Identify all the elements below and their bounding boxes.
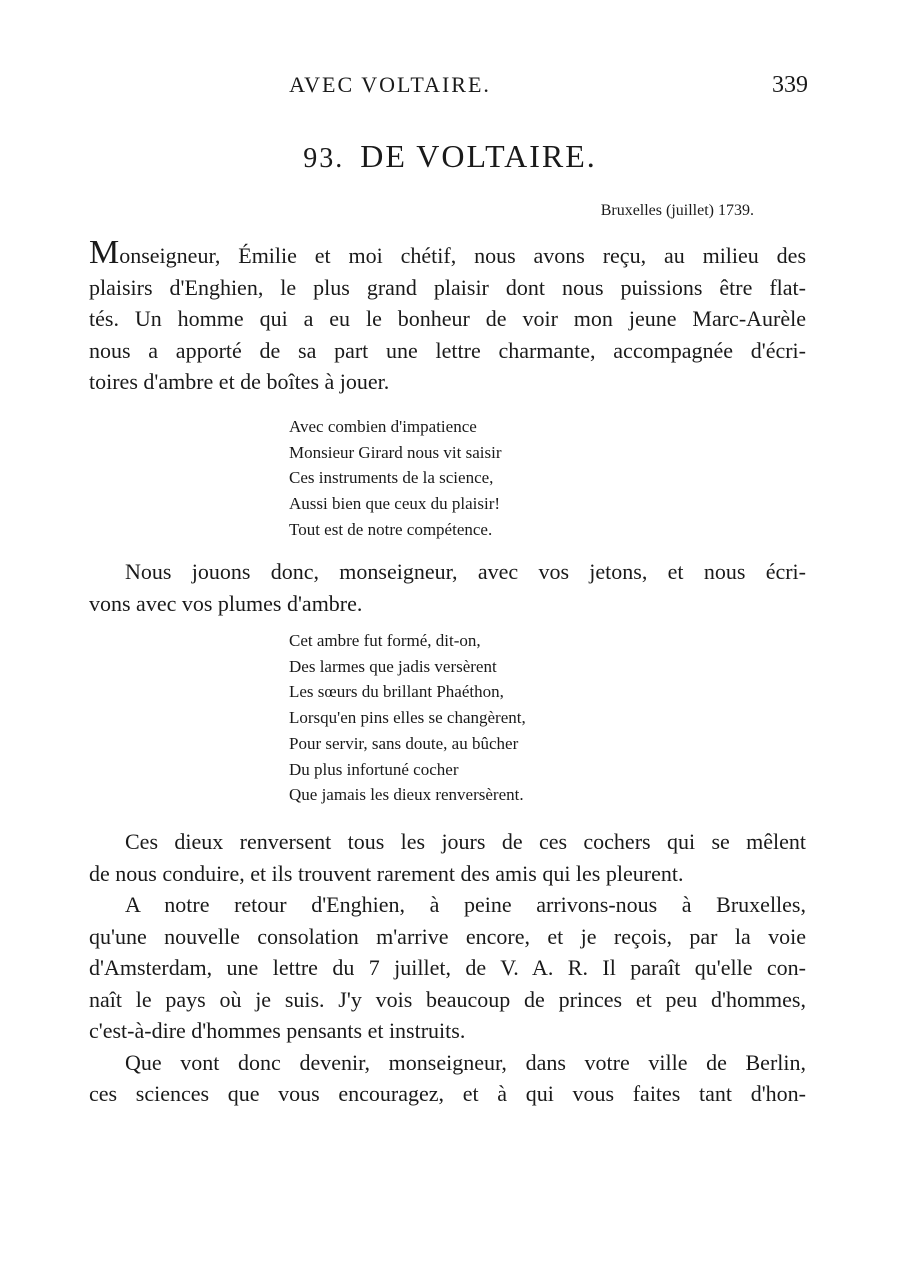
text-line: ces sciences que vous encouragez, et à qui vous faites tant d'hon- <box>89 1081 806 1106</box>
verse-line: Du plus infortuné cocher <box>289 759 459 779</box>
running-title: AVEC VOLTAIRE. <box>289 72 491 97</box>
running-head <box>0 72 900 102</box>
text-line: de nous conduire, et ils trouvent rarement des amis qui les pleurent. <box>89 860 684 886</box>
text-line <box>89 234 806 272</box>
text-line: d'Amsterdam, une lettre du 7 juillet, de V. A. R. Il paraît qu'elle con- <box>89 955 806 980</box>
letter-heading <box>0 138 900 175</box>
letter-title: DE VOLTAIRE. <box>360 138 597 174</box>
text-line: Nous jouons donc, monseigneur, avec vos jetons, et nous écri- <box>125 559 806 584</box>
page-number: 339 <box>772 72 808 98</box>
verse-line: Tout est de notre compétence. <box>289 519 493 539</box>
text-line: qu'une nouvelle consolation m'arrive encore, et je reçois, par la voie <box>89 923 806 949</box>
verse-line: Cet ambre fut formé, dit-on, <box>289 631 481 650</box>
paragraph-1 <box>89 234 806 398</box>
verse-line: Lorsqu'en pins elles se changèrent, <box>289 708 526 728</box>
verse-line: Monsieur Girard nous vit saisir <box>289 442 502 462</box>
text-line: naît le pays où je suis. J'y vois beaucoup de princes et peu d'hommes, <box>89 986 806 1012</box>
text-line: vons avec vos plumes d'ambre. <box>89 590 363 616</box>
verse-line: Avec combien d'impatience <box>289 417 477 436</box>
text-line: nous a apporté de sa part une lettre charmante, accompagnée d'écri- <box>89 337 806 363</box>
dateline: Bruxelles (juillet) 1739. <box>600 202 754 219</box>
text-line-content: onseigneur, Émilie et moi chétif, nous avons reçu, au milieu des <box>119 243 806 268</box>
verse-line: Ces instruments de la science, <box>289 468 494 488</box>
text-line: Que vont donc devenir, monseigneur, dans votre ville de Berlin, <box>125 1049 806 1075</box>
verse-line: Des larmes que jadis versèrent <box>289 656 497 676</box>
text-line: A notre retour d'Enghien, à peine arrivons-nous à Bruxelles, <box>125 892 806 917</box>
paragraph-2 <box>89 556 806 619</box>
drop-cap: M <box>89 234 120 271</box>
text-line: c'est-à-dire d'hommes pensants et instruits. <box>89 1018 466 1043</box>
verse-1 <box>289 414 501 543</box>
text-line: tés. Un homme qui a eu le bonheur de voir mon jeune Marc-Aurèle <box>89 306 806 331</box>
verse-2 <box>289 628 526 808</box>
text-line: Ces dieux renversent tous les jours de ces cochers qui se mêlent <box>125 829 806 854</box>
verse-line: Que jamais les dieux renversèrent. <box>289 785 524 805</box>
verse-line: Les sœurs du brillant Phaéthon, <box>289 682 504 702</box>
paragraph-3-to-5 <box>89 826 806 1110</box>
verse-line: Pour servir, sans doute, au bûcher <box>289 733 519 753</box>
letter-number: 93. <box>303 143 345 174</box>
text-line: plaisirs d'Enghien, le plus grand plaisir dont nous puissions être flat- <box>89 274 806 300</box>
text-line: toires d'ambre et de boîtes à jouer. <box>89 369 390 394</box>
verse-line: Aussi bien que ceux du plaisir! <box>289 494 501 514</box>
